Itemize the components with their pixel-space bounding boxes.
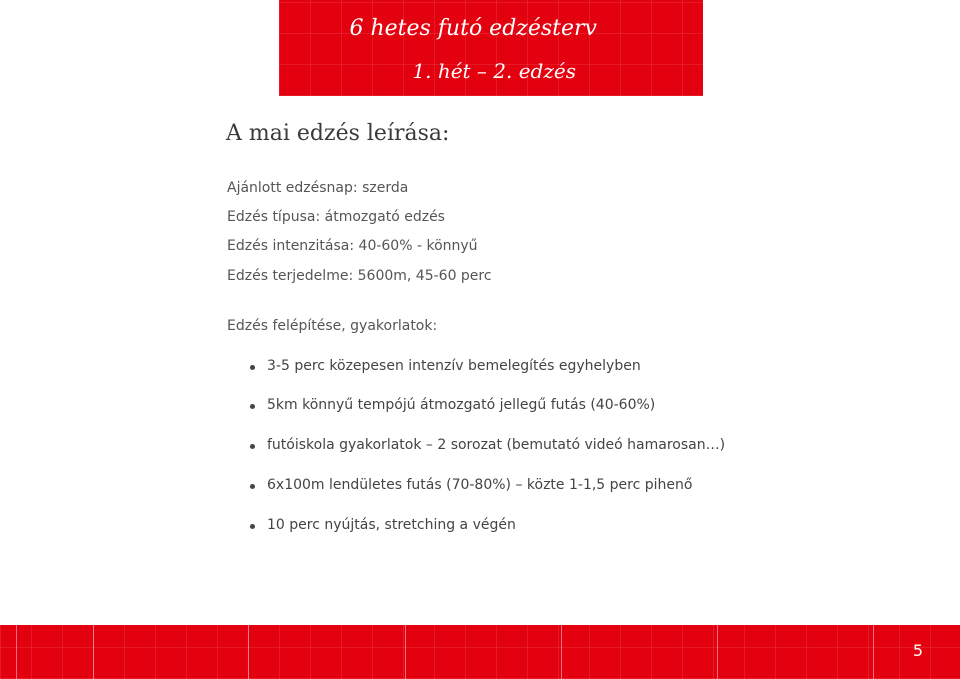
- exercise-text: 6x100m lendületes futás (70-80%) – közte 1-1,5 perc pihenő: [267, 477, 693, 493]
- info-value: 5600m, 45-60 perc: [357, 268, 492, 284]
- plan-title: 6 hetes futó edzésterv: [349, 16, 597, 41]
- info-value: 40-60% - könnyű: [358, 238, 478, 254]
- info-recommended-day: [227, 180, 408, 196]
- info-label: Edzés terjedelme:: [227, 268, 354, 284]
- page-number: 5: [912, 641, 923, 660]
- bullet-icon: [250, 365, 255, 370]
- bullet-icon: [250, 404, 255, 409]
- bullet-icon: [250, 484, 255, 489]
- exercise-text: 5km könnyű tempójú átmozgató jellegű futás (40-60%): [267, 397, 656, 413]
- footer-divider: [873, 625, 874, 679]
- list-item: [250, 358, 641, 374]
- plan-session: 1. hét – 2. edzés: [412, 59, 576, 83]
- footer-divider: [405, 625, 406, 679]
- info-value: átmozgató edzés: [324, 209, 445, 225]
- footer-divider: [717, 625, 718, 679]
- info-type: [227, 209, 445, 225]
- footer-bar: [0, 625, 960, 679]
- list-item: [250, 477, 693, 493]
- footer-divider: [561, 625, 562, 679]
- info-label: Edzés típusa:: [227, 209, 321, 225]
- exercise-text: futóiskola gyakorlatok – 2 sorozat (bemutató videó hamarosan…): [267, 437, 726, 453]
- structure-title: Edzés felépítése, gyakorlatok:: [227, 318, 438, 334]
- footer-divider: [16, 625, 17, 679]
- footer-divider: [248, 625, 249, 679]
- exercise-text: 3-5 perc közepesen intenzív bemelegítés egyhelyben: [267, 358, 641, 374]
- bullet-icon: [250, 444, 255, 449]
- info-label: Ajánlott edzésnap:: [227, 180, 358, 196]
- footer-divider: [93, 625, 94, 679]
- info-value: szerda: [362, 180, 409, 196]
- header-banner: [279, 0, 703, 96]
- section-title: A mai edzés leírása:: [226, 121, 450, 146]
- info-intensity: [227, 238, 478, 254]
- list-item: [250, 517, 516, 533]
- info-label: Edzés intenzitása:: [227, 238, 355, 254]
- exercise-text: 10 perc nyújtás, stretching a végén: [267, 517, 516, 533]
- list-item: [250, 437, 726, 453]
- bullet-icon: [250, 524, 255, 529]
- list-item: [250, 397, 656, 413]
- info-volume: [227, 268, 492, 284]
